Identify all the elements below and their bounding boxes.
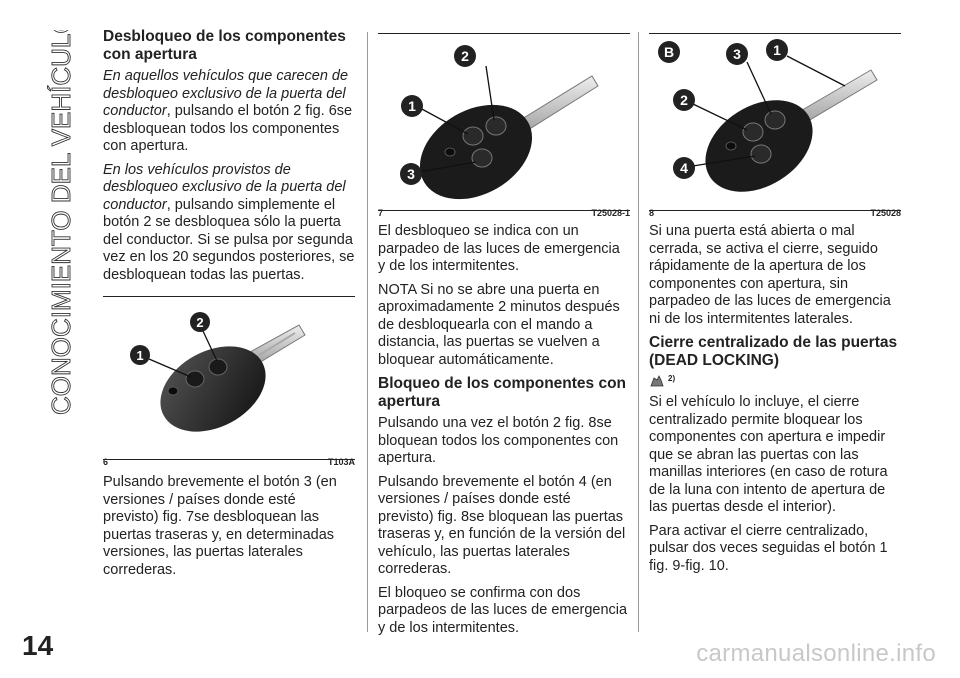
callout-3: 3	[407, 166, 415, 182]
paragraph: En los vehículos provistos de desbloqueo exclusivo de la puerta del conductor, pulsando simplemente el botón 2 se desbloquea sólo la puerta del conductor. Si se pulsa por segunda vez en los 20 segundos posteriores, se desbloquean todas las puertas.	[103, 161, 355, 283]
key-fob-image	[378, 34, 630, 210]
figure-number: 6	[103, 457, 109, 467]
figure-number: 7	[378, 208, 384, 218]
paragraph: El desbloqueo se indica con un parpadeo de las luces de emergencia y de los intermitentes.	[378, 223, 620, 274]
callout-2: 2	[680, 92, 688, 108]
figure-code: T25028	[870, 208, 901, 218]
paragraph: NOTA Si no se abre una puerta en aproximadamente 2 minutos después de desbloquearla con el mando a distancia, las puertas se vuelven a bloquear automáticamente.	[378, 281, 620, 368]
paragraph: Pulsando una vez el botón 2 fig. 8se bloquean todos los componentes con apertura.	[378, 415, 619, 466]
heading-locking: Bloqueo de los componentes con apertura	[378, 375, 627, 410]
warning-reference: 2)	[668, 374, 676, 383]
heading-dead-locking: Cierre centralizado de las puertas (DEAD LOCKING)	[649, 334, 898, 369]
callout-3: 3	[733, 46, 741, 62]
column-2	[378, 28, 630, 643]
key-fob-image	[649, 34, 901, 210]
column-divider	[367, 32, 368, 632]
paragraph: Pulsando brevemente el botón 3 (en versiones / países donde esté previsto) fig. 7se desbloquean las puertas traseras y, en determinadas versiones, las puertas laterales correderas.	[103, 474, 337, 578]
callout-2: 2	[461, 48, 469, 64]
callout-1: 1	[408, 98, 416, 114]
paragraph: Si el vehículo lo incluye, el cierre centralizado permite bloquear los componentes con apertura e impedir que se abran las puertas con las manillas interiores (en caso de rotura de la luna con intento de apertura de las puertas desde el interior).	[649, 394, 888, 515]
section-title-text: CONOCIMIENTO DEL VEHÍCULO	[46, 30, 76, 415]
key-fob-image	[103, 297, 355, 459]
callout-B: B	[663, 44, 675, 60]
heading-unlocking: Desbloqueo de los componentes con apertura	[103, 28, 346, 63]
callout-2: 2	[196, 315, 204, 330]
paragraph: Si una puerta está abierta o mal cerrada, se activa el cierre, seguido rápidamente de la apertura de los componentes con apertura, sin parpadeo de las luces de emergencia ni de los intermitentes laterales.	[649, 223, 891, 327]
watermark: carmanualsonline.info	[696, 640, 936, 667]
callout-4: 4	[680, 160, 688, 176]
figure-7	[378, 33, 630, 218]
figure-6	[103, 296, 355, 467]
page-number: 14	[22, 630, 54, 661]
section-title	[28, 30, 78, 420]
figure-code: T25028-1	[591, 208, 630, 218]
column-1	[103, 28, 355, 585]
paragraph: Para activar el cierre centralizado, pulsar dos veces seguidas el botón 1 fig. 9-fig. 10.	[649, 522, 888, 574]
warning-hand-icon	[649, 374, 665, 388]
paragraph: En aquellos vehículos que carecen de desbloqueo exclusivo de la puerta del conductor, pulsando el botón 2 fig. 6se desbloquean todos los componentes con apertura.	[103, 68, 353, 154]
figure-code: T103A	[327, 457, 355, 467]
warning-note	[649, 374, 901, 388]
column-divider	[638, 32, 639, 632]
callout-1: 1	[773, 42, 781, 58]
column-3	[649, 28, 901, 581]
paragraph: Pulsando brevemente el botón 4 (en versiones / países donde esté previsto) fig. 8se bloquean las puertas traseras y, en función de la versión del vehículo, las puertas laterales correderas.	[378, 473, 626, 577]
paragraph: El bloqueo se confirma con dos parpadeos de las luces de emergencia y de los intermitentes.	[378, 584, 628, 636]
figure-number: 8	[649, 208, 655, 218]
figure-8	[649, 33, 901, 218]
callout-1: 1	[136, 348, 144, 363]
